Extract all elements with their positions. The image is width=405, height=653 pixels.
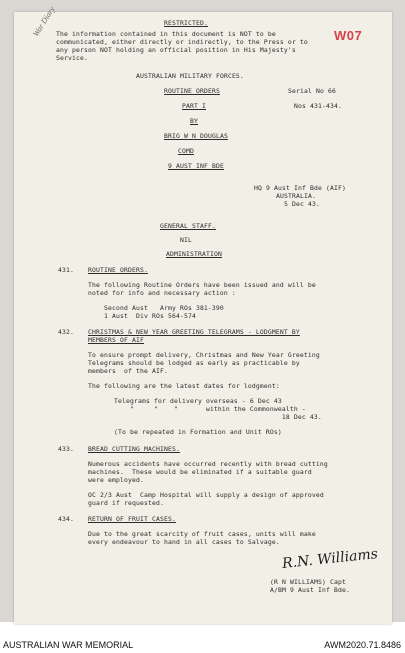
item-number: 434. — [58, 515, 74, 523]
item-body-line: To ensure prompt delivery, Christmas and New Year Greeting — [88, 351, 320, 359]
lodgment-date: 18 Dec 43. — [114, 413, 322, 421]
item-body-line: Telegrams should be lodged as early as practicable by — [88, 359, 300, 367]
part-heading: PART I — [182, 102, 206, 110]
item-title: BREAD CUTTING MACHINES. — [88, 445, 180, 453]
command-line: COMD — [178, 147, 194, 155]
item-body-line: The following Routine Orders have been issued and will be — [88, 281, 316, 289]
item-body-line: noted for info and necessary action : — [88, 289, 236, 297]
footer-bar — [0, 634, 405, 653]
signatory-name: (R N WILLIAMS) Capt — [270, 578, 346, 586]
item-body-line: were employed. — [88, 476, 144, 484]
location-line: AUSTRALIA. — [276, 192, 316, 200]
item-title: MEMBERS OF AIF — [88, 336, 144, 344]
lodgment-date: Telegrams for delivery overseas - 6 Dec 43 — [114, 397, 282, 405]
date-line: 5 Dec 43. — [284, 200, 320, 208]
lodgment-date: " " " within the Commonwealth - — [114, 405, 306, 413]
institution-name: AUSTRALIAN WAR MEMORIAL — [3, 640, 134, 650]
repeat-note: (To be repeated in Formation and Unit ROs) — [114, 428, 282, 436]
item-body-line: guard if requested. — [88, 499, 164, 507]
item-body-line: members of the AIF. — [88, 367, 168, 375]
item-title: RETURN OF FRUIT CASES. — [88, 515, 176, 523]
item-number: 432. — [58, 328, 74, 336]
item-body-line: every endeavour to hand in all cases to Salvage. — [88, 538, 280, 546]
brigade-line: 9 AUST INF BDE — [168, 162, 224, 170]
item-body-line: machines. These would be eliminated if a suitable guard — [88, 468, 312, 476]
general-staff-heading: GENERAL STAFF. — [160, 222, 216, 230]
item-body-line: OC 2/3 Aust Camp Hospital will supply a design of approved — [88, 491, 324, 499]
serial-number: Serial No 66 — [288, 87, 336, 95]
routine-orders-heading: ROUTINE ORDERS — [164, 87, 220, 95]
pencil-annotation: War Diary — [31, 4, 57, 39]
item-body-line: The following are the latest dates for lodgment: — [88, 382, 280, 390]
item-title: ROUTINE ORDERS. — [88, 266, 148, 274]
location-line: HQ 9 Aust Inf Bde (AIF) — [254, 184, 346, 192]
item-body-line: Due to the great scarcity of fruit cases, units will make — [88, 530, 316, 538]
document-page — [14, 4, 392, 624]
item-number: 431. — [58, 266, 74, 274]
signatory-appointment: A/BM 9 Aust Inf Bde. — [270, 586, 350, 594]
by-line: BY — [190, 117, 198, 125]
routine-order-ref: 1 Aust Div ROs 564-574 — [104, 312, 196, 320]
archive-stamp: W07 — [334, 28, 363, 43]
restriction-line: communicated, either directly or indirectly, to the Press or to — [56, 38, 308, 46]
restriction-title: RESTRICTED. — [164, 19, 208, 27]
restriction-line: Service. — [56, 54, 88, 62]
item-title: CHRISTMAS & NEW YEAR GREETING TELEGRAMS - LODGMENT BY — [88, 328, 300, 336]
item-body-line: Numerous accidents have occurred recently with bread cutting — [88, 460, 328, 468]
restriction-line: any person NOT holding an official position in His Majesty's — [56, 46, 296, 54]
nil-line: NIL — [180, 236, 192, 244]
handwritten-signature: R.N. Williams — [281, 546, 379, 572]
brigadier-name: BRIG W N DOUGLAS — [164, 132, 228, 140]
restriction-line: The information contained in this document is NOT to be — [56, 30, 276, 38]
forces-heading: AUSTRALIAN MILITARY FORCES. — [136, 72, 244, 80]
routine-order-ref: Second Aust Army ROs 381-390 — [104, 304, 224, 312]
accession-number: AWM2020.71.8486 — [324, 640, 401, 650]
order-numbers: Nos 431-434. — [294, 102, 342, 110]
administration-heading: ADMINISTRATION — [166, 250, 222, 258]
item-number: 433. — [58, 445, 74, 453]
